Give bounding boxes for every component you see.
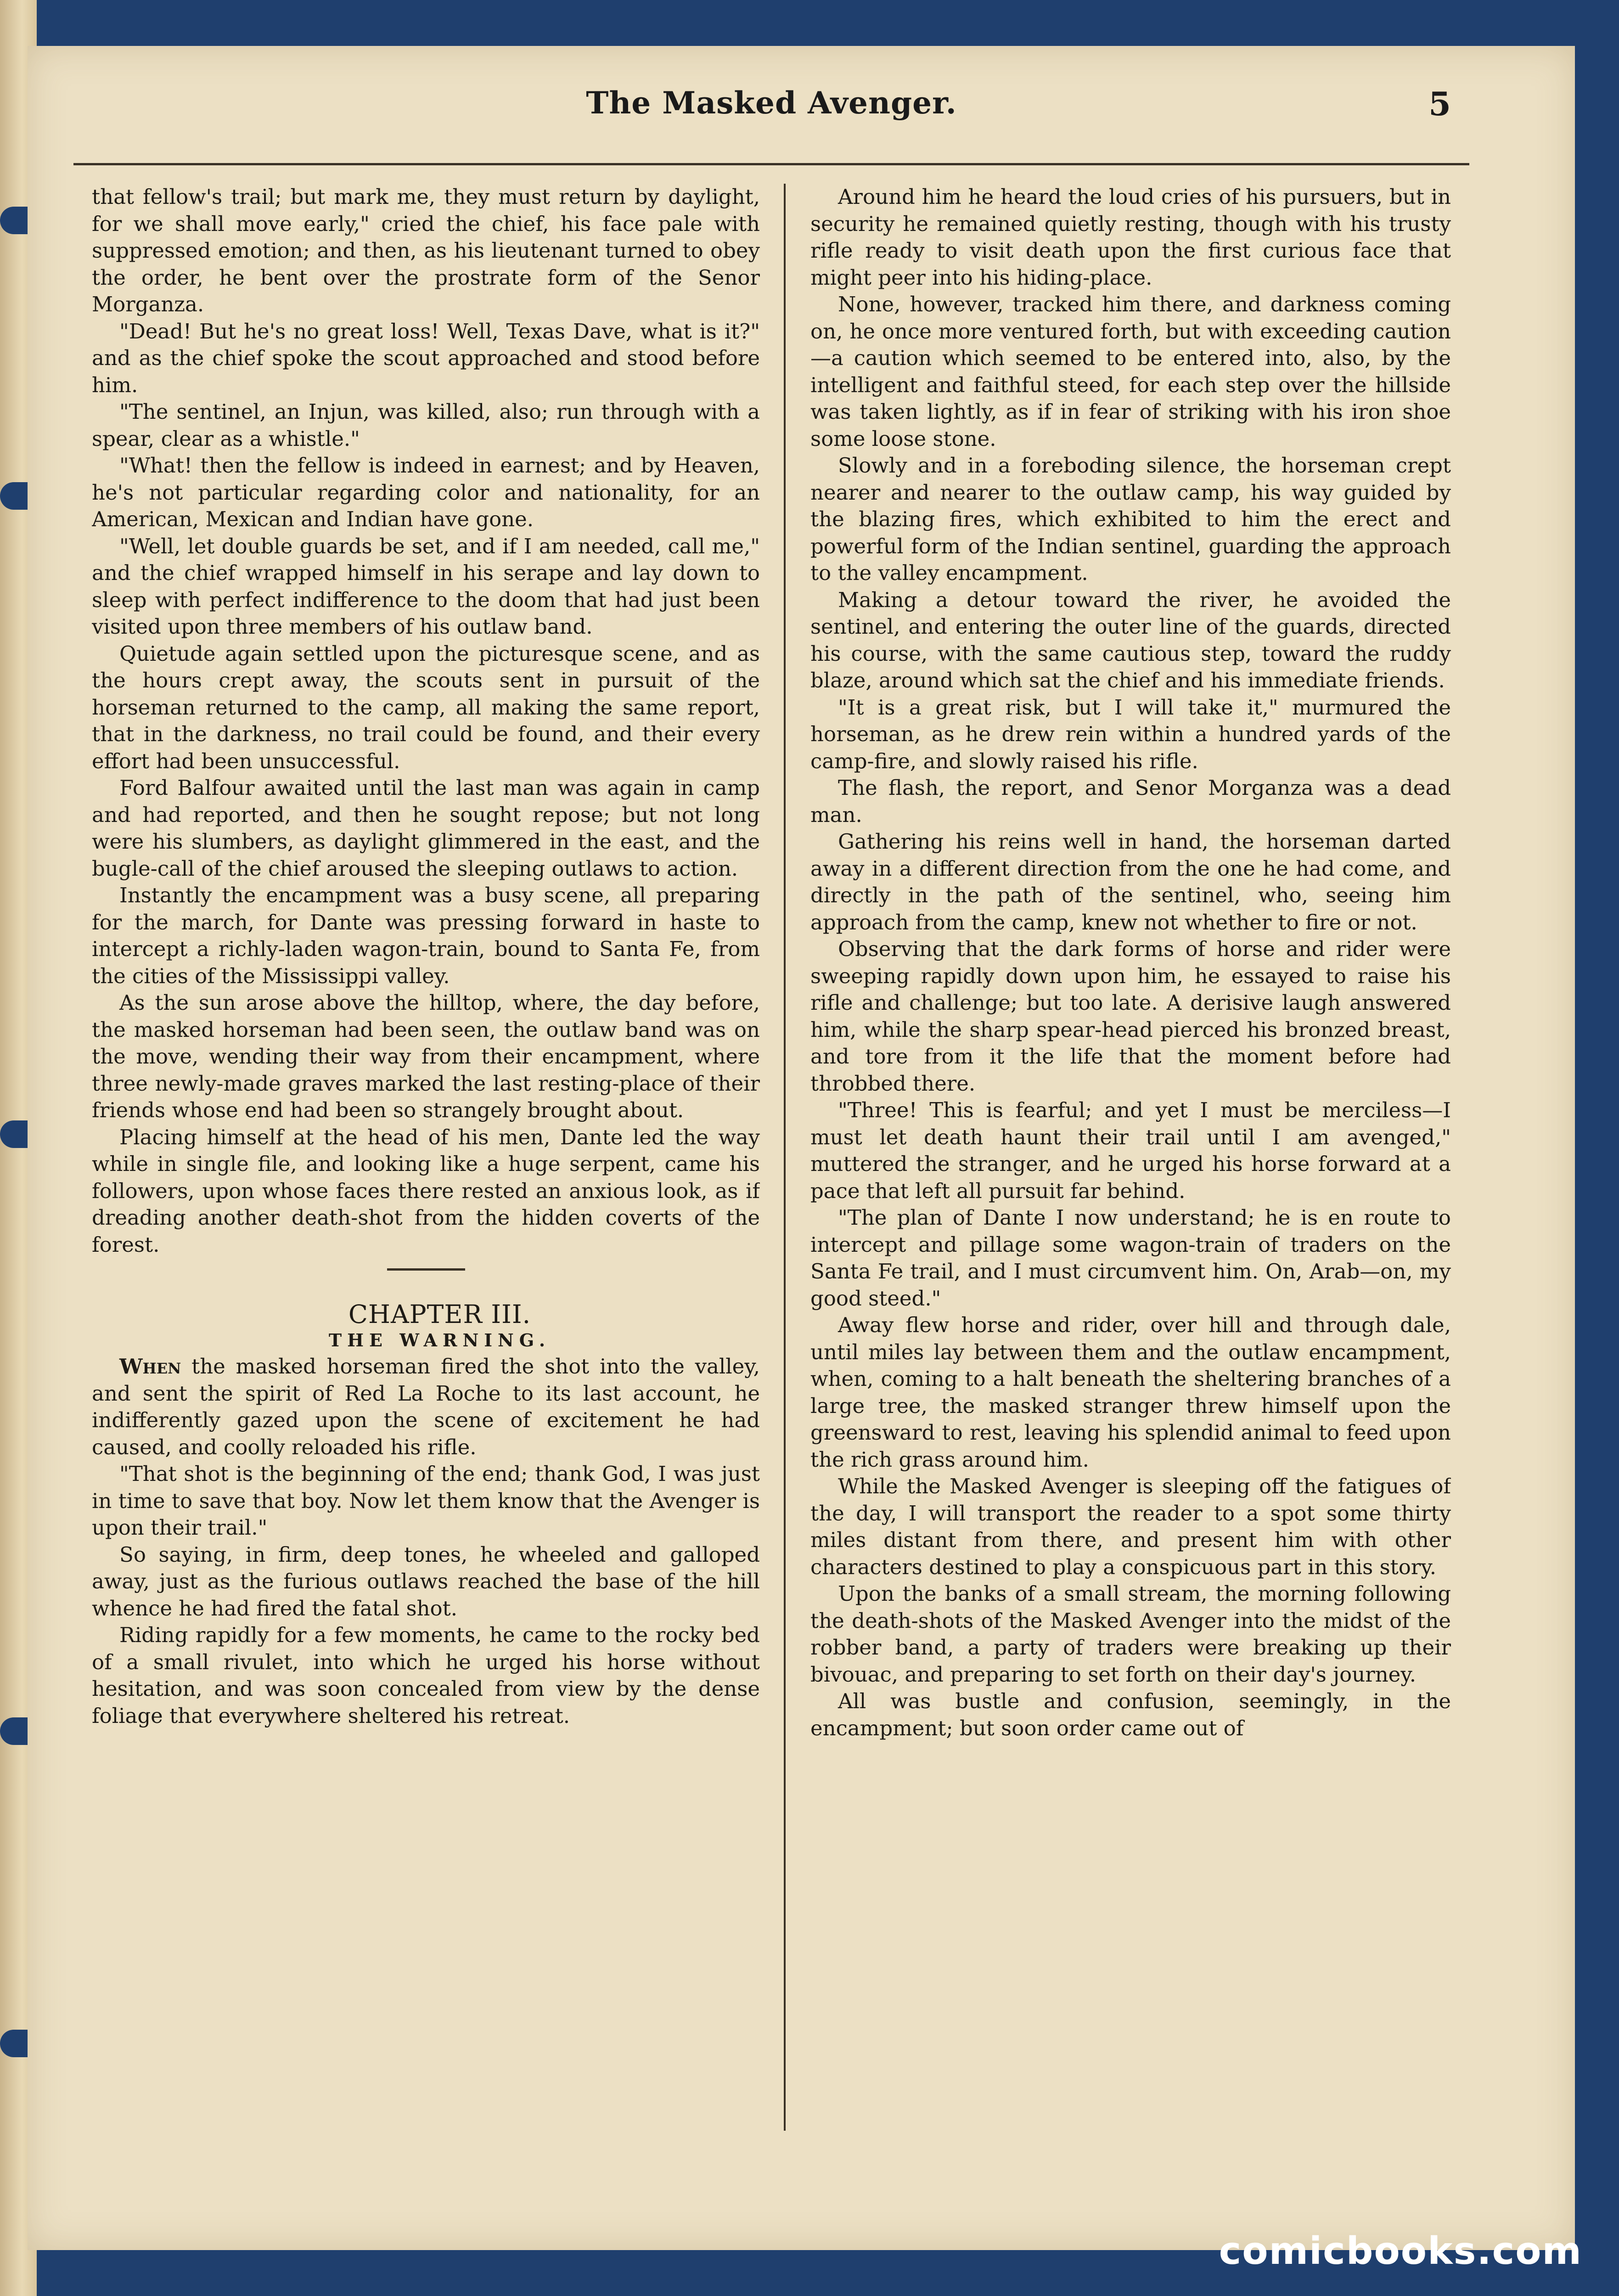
paragraph: "It is a great risk, but I will take it," murmured the horseman, as he drew rein within a hundred yards of the camp-fire, and slowly raised his rifle. [810,695,1451,773]
paragraph: "What! then the fellow is indeed in earnest; and by Heaven, he's not particular regarding color and nationality, for an American, Mexican and Indian have gone. [92,453,760,531]
chapter-heading: CHAPTER III. [348,1300,531,1329]
paragraph: "The sentinel, an Injun, was killed, also; run through with a spear, clear as a whistle." [92,400,760,451]
paragraph: Instantly the encampment was a busy scene, all preparing for the march, for Dante was pressing forward in haste to intercept a richly-laden wagon-train, bound to Santa Fe, from the cities of the Mississippi valley. [92,883,760,988]
running-title: The Masked Avenger. [586,85,957,121]
paragraph: All was bustle and confusion, seemingly, in the encampment; but soon order came out of [810,1689,1451,1740]
paragraph: None, however, tracked him there, and darkness coming on, he once more ventured forth, but with exceeding caution—a caution which seemed to be entered into, also, by the intelligent and faithful steed, for each step over the hillside was taken lightly, as if in fear of striking with his iron shoe some loose stone. [810,292,1451,451]
paragraph: "That shot is the beginning of the end; thank God, I was just in time to save that boy. Now let them know that the Avenger is upon their trail." [92,1462,760,1540]
right-column [810,184,1451,2140]
chapter-opening-text: the masked horseman fired the shot into the valley, and sent the spirit of Red La Roche to its last account, he indifferently gazed upon the scene of excitement he had caused, and coolly reloaded his rifle. [92,1354,760,1459]
paragraph: Away flew horse and rider, over hill and through dale, until miles lay between them and the outlaw encampment, when, coming to a halt beneath the sheltering branches of a large tree, the masked stranger threw himself upon the greensward to rest, leaving his splendid animal to feed upon the rich grass around him. [810,1313,1451,1472]
paragraph: Slowly and in a foreboding silence, the horseman crept nearer and nearer to the outlaw camp, his way guided by the blazing fires, which exhibited to him the erect and powerful form of the Indian sentinel, guarding the approach to the valley encampment. [810,453,1451,585]
paragraph: Quietude again settled upon the picturesque scene, and as the hours crept away, the scouts sent in pursuit of the horseman returned to the camp, all making the same report, that in the darkness, no trail could be found, and their every effort had been unsuccessful. [92,641,760,773]
paragraph: Making a detour toward the river, he avoided the sentinel, and entering the outer line of the guards, directed his course, with the same cautious step, toward the ruddy blaze, around which sat the chief and his immediate friends. [810,587,1451,692]
left-column [92,184,760,2140]
paragraph: "Dead! But he's no great loss! Well, Texas Dave, what is it?" and as the chief spoke the scout approached and stood before him. [92,319,760,397]
paragraph: The flash, the report, and Senor Morganza was a dead man. [810,776,1451,827]
page-header [92,85,1451,135]
paragraph: Around him he heard the loud cries of his pursuers, but in security he remained quietly resting, though with his trusty rifle ready to visit death upon the first curious face that might peer into his hiding-place. [810,185,1451,290]
paragraph: Placing himself at the head of his men, Dante led the way while in single file, and looking like a huge serpent, came his followers, upon whose faces there rested an anxious look, as if dreading another death-shot from the hidden coverts of the forest. [92,1125,760,1257]
paragraph: Upon the banks of a small stream, the morning following the death-shots of the Masked Avenger into the midst of the robber band, a party of traders were breaking up their bivouac, and preparing to set forth on their day's journey. [810,1581,1451,1687]
paragraph: "The plan of Dante I now understand; he is en route to intercept and pillage some wagon-train of traders on the Santa Fe trail, and I must circumvent him. On, Arab—on, my good steed." [810,1205,1451,1311]
paragraph: So saying, in firm, deep tones, he wheeled and galloped away, just as the furious outlaws reached the base of the hill whence he had fired the fatal shot. [92,1542,760,1621]
paragraph: Riding rapidly for a few moments, he came to the rocky bed of a small rivulet, into which he urged his horse without hesitation, and was soon concealed from view by the dense foliage that everywhere sheltered his retreat. [92,1623,760,1728]
chapter-dropcap: When [119,1354,181,1379]
section-divider [387,1268,465,1271]
paragraph: As the sun arose above the hilltop, where, the day before, the masked horseman had been seen, the outlaw band was on the move, wending their way from their encampment, where three newly-made graves marked the last resting-place of their friends whose end had been so strangely brought about. [92,990,760,1122]
paragraph: that fellow's trail; but mark me, they must return by daylight, for we shall move early," cried the chief, his face pale with suppressed emotion; and then, as his lieutenant turned to obey the order, he bent over the prostrate form of the Senor Morganza. [92,185,760,316]
column-divider [784,184,786,2131]
watermark: comicbooks.com [1219,2229,1582,2273]
paragraph: Gathering his reins well in hand, the horseman darted away in a different direction from the one he had come, and directly in the path of the sentinel, who, seeing him approach from the camp, knew not whether to fire or not. [810,829,1451,934]
paragraph: Observing that the dark forms of horse and rider were sweeping rapidly down upon him, he essayed to raise his rifle and challenge; but too late. A derisive laugh answered him, while the sharp spear-head pierced his bronzed breast, and tore from it the life that the moment before had throbbed there. [810,937,1451,1096]
paragraph: While the Masked Avenger is sleeping off the fatigues of the day, I will transport the reader to a spot some thirty miles distant from there, and present him with other characters destined to play a conspicuous part in this story. [810,1474,1451,1579]
paragraph: Ford Balfour awaited until the last man was again in camp and had reported, and then he sought repose; but not long were his slumbers, as daylight glimmered in the east, and the bugle-call of the chief aroused the sleeping outlaws to action. [92,776,760,881]
chapter-subtitle: THE WARNING. [328,1330,551,1351]
paragraph: "Three! This is fearful; and yet I must be merciless—I must let death haunt their trail until I am avenged," muttered the stranger, and he urged his horse forward at a pace that left all pursuit far behind. [810,1098,1451,1203]
chapter-opening-paragraph [92,1353,760,1461]
paragraph: "Well, let double guards be set, and if I am needed, call me," and the chief wrapped himself in his serape and lay down to sleep with perfect indifference to the doom that had just been visited upon three members of his outlaw band. [92,534,760,639]
page-number: 5 [1428,85,1451,123]
header-rule [73,163,1469,165]
